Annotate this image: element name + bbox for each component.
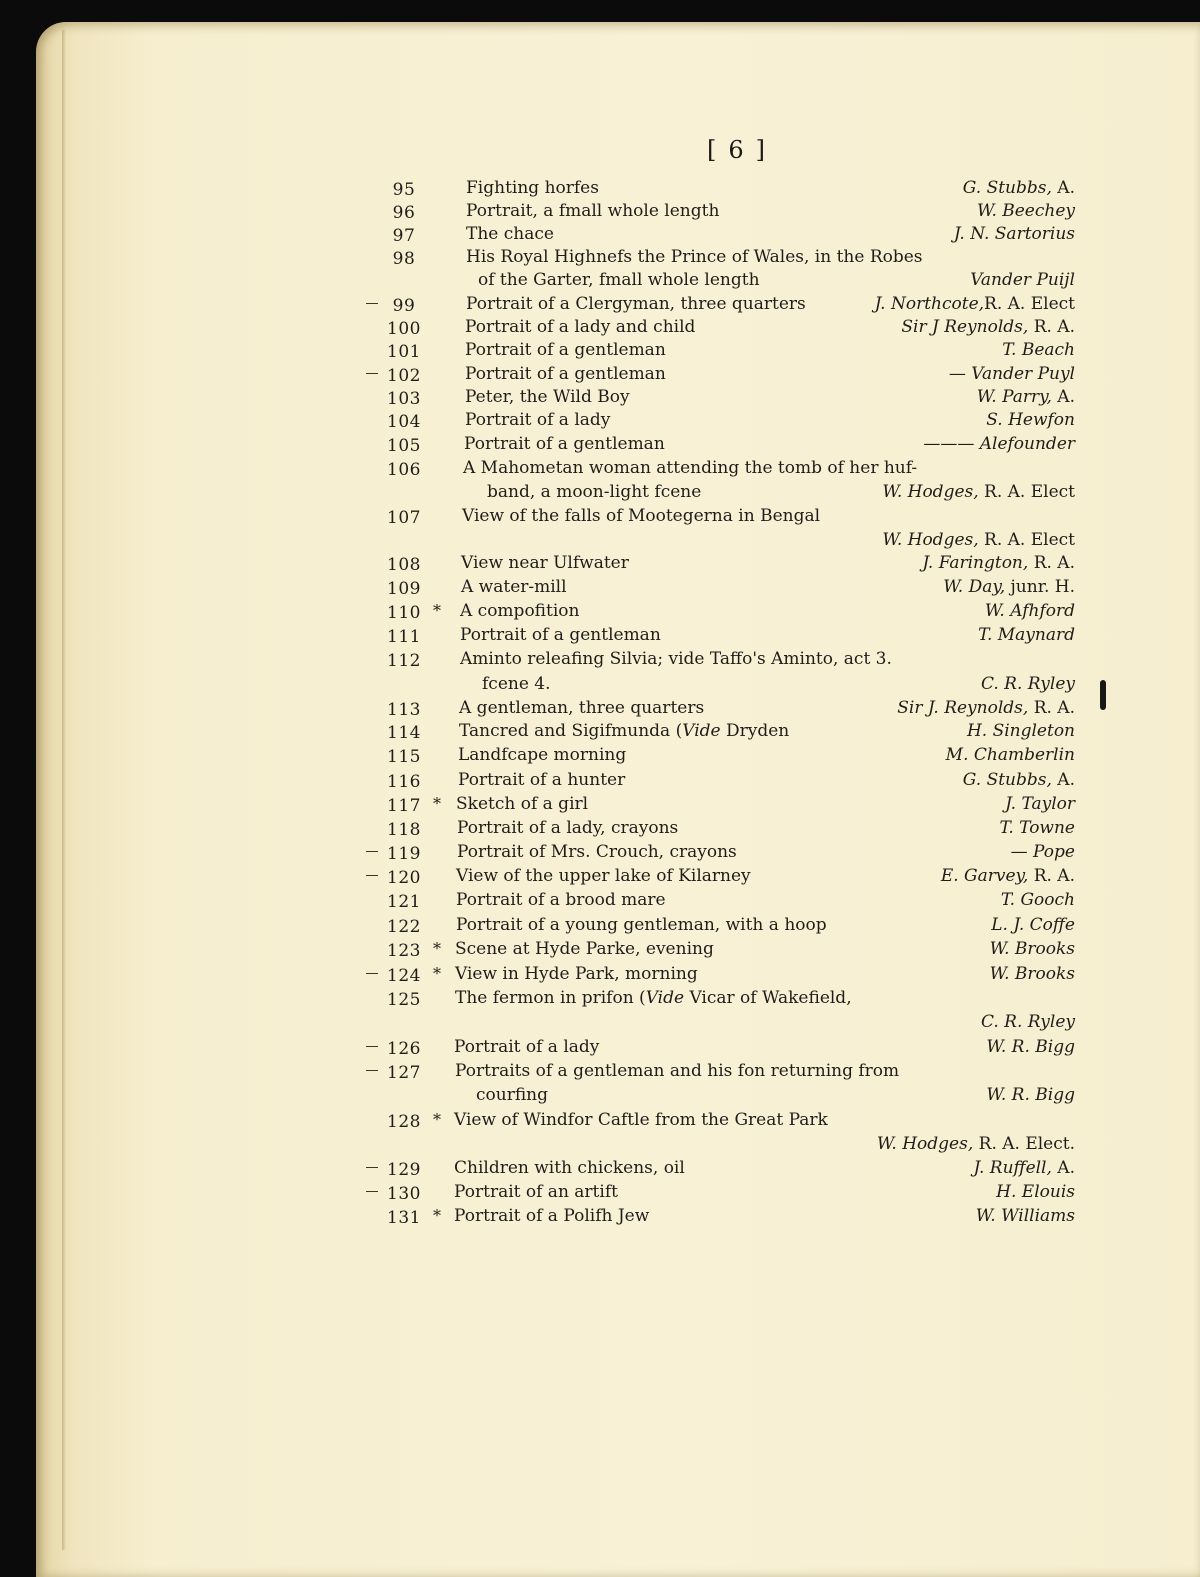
entry-artist <box>985 599 1075 623</box>
catalogue-entry <box>0 1204 1200 1228</box>
catalogue-entry <box>0 647 1200 671</box>
catalogue-entry <box>0 362 1200 386</box>
header-bracket-open: [ <box>706 136 717 164</box>
artist-name: ——— Alefounder <box>923 434 1075 454</box>
catalogue-entry <box>0 986 1200 1010</box>
entry-artist <box>963 768 1075 792</box>
artist-name: W. Brooks <box>989 964 1075 984</box>
catalogue-entry-continuation <box>0 672 1200 696</box>
artist-suffix: R. A. <box>1028 317 1075 337</box>
catalogue-entry <box>0 719 1200 743</box>
artist-name: E. Garvey, <box>940 866 1029 886</box>
catalogue-entry <box>0 385 1200 409</box>
catalogue-entry <box>0 504 1200 528</box>
catalogue-entry-continuation <box>0 1083 1200 1107</box>
entry-artist <box>875 292 1075 316</box>
entry-title-post: Dryden <box>720 721 790 741</box>
entry-title: Landfcape morning <box>458 745 627 765</box>
entry-number: 126 <box>387 1039 421 1059</box>
catalogue-entry <box>0 937 1200 961</box>
catalogue-entry <box>0 1156 1200 1180</box>
artist-name: Sir J Reynolds, <box>901 317 1029 337</box>
margin-dash <box>366 1167 378 1168</box>
entry-artist <box>882 480 1075 504</box>
entry-title: View in Hyde Park, morning <box>455 964 698 984</box>
margin-dash <box>366 1191 378 1192</box>
entry-title: View of the upper lake of Kilarney <box>456 866 751 886</box>
entry-artist <box>1005 792 1075 816</box>
artist-name: W. Hodges, <box>882 482 979 502</box>
artist-name: S. Hewfon <box>986 410 1075 430</box>
entry-title: Portrait of a lady <box>465 410 611 430</box>
entry-number: 95 <box>392 180 416 200</box>
entry-title: A water-mill <box>461 577 567 597</box>
header-bracket-close: ] <box>755 136 766 164</box>
entry-artist <box>973 1156 1075 1180</box>
artist-suffix: A. <box>1051 387 1075 407</box>
artist-name: W. R. Bigg <box>986 1085 1075 1105</box>
entry-title <box>459 719 789 743</box>
entry-artist <box>990 962 1075 986</box>
entry-number: 114 <box>387 723 421 743</box>
artist-name: W. Parry, <box>976 387 1052 407</box>
entry-title: Portrait of an artift <box>454 1182 618 1202</box>
entry-title <box>455 986 852 1010</box>
entry-title: Portrait of a hunter <box>458 770 626 790</box>
entry-title: Fighting horfes <box>466 178 599 198</box>
artist-suffix: R. A. <box>1028 866 1075 886</box>
catalogue-entry <box>0 338 1200 362</box>
catalogue-entry <box>0 315 1200 339</box>
entry-artist <box>946 743 1075 767</box>
catalogue-entry <box>0 1035 1200 1059</box>
entry-number: 131 <box>387 1208 421 1228</box>
entry-artist <box>996 1180 1075 1204</box>
entry-title: Portrait of a gentleman <box>465 340 666 360</box>
artist-name: — Pope <box>1010 842 1075 862</box>
entry-artist <box>923 432 1075 456</box>
entry-number: 96 <box>392 203 416 223</box>
entry-artist <box>986 1083 1075 1107</box>
artist-name: — Vander Puyl <box>948 364 1075 384</box>
artist-suffix: R. A. Elect. <box>973 1134 1075 1154</box>
artist-name: Sir J. Reynolds, <box>897 698 1029 718</box>
margin-dash <box>366 373 378 374</box>
entry-artist <box>977 199 1075 223</box>
entry-number: 100 <box>387 319 421 339</box>
entry-number: 109 <box>387 579 421 599</box>
artist-suffix: R. A. <box>1028 698 1075 718</box>
entry-title: Portrait of a Clergyman, three quarters <box>466 294 806 314</box>
entry-artist <box>976 1204 1075 1228</box>
entry-title: Portrait of a gentleman <box>465 364 666 384</box>
artist-name: J. Farington, <box>922 553 1029 573</box>
artist-name: J. N. Sartorius <box>953 224 1075 244</box>
catalogue-entry-artist-line <box>0 1010 1200 1034</box>
entry-title: A compofition <box>460 601 580 621</box>
margin-dash <box>366 851 378 852</box>
artist-name: M. Chamberlin <box>945 745 1075 765</box>
entry-artist <box>901 315 1075 339</box>
entry-title: Children with chickens, oil <box>454 1158 685 1178</box>
catalogue-entry <box>0 768 1200 792</box>
catalogue-entry <box>0 599 1200 623</box>
artist-name: L. J. Coffe <box>991 915 1075 935</box>
artist-suffix: A. <box>1051 178 1075 198</box>
artist-suffix: A. <box>1051 1158 1075 1178</box>
entry-number: 110 <box>387 603 421 623</box>
artist-name: G. Stubbs, <box>962 178 1052 198</box>
artist-name: T. Beach <box>1002 340 1075 360</box>
entry-title: The chace <box>466 224 554 244</box>
entry-title-vide: Vide <box>682 721 721 741</box>
entry-number: 127 <box>387 1063 421 1083</box>
catalogue-entry <box>0 292 1200 316</box>
entry-title-post: Vicar of Wakefield, <box>684 988 852 1008</box>
catalogue-entry-continuation <box>0 480 1200 504</box>
entry-number: 130 <box>387 1184 421 1204</box>
entry-asterisk: * <box>433 1110 441 1129</box>
artist-name: H. Elouis <box>996 1182 1075 1202</box>
catalogue-entry <box>0 913 1200 937</box>
catalogue-entry <box>0 551 1200 575</box>
entry-artist <box>954 222 1075 246</box>
entry-artist <box>978 623 1075 647</box>
artist-name: T. Maynard <box>978 625 1075 645</box>
entry-artist <box>949 362 1075 386</box>
entry-title: Portraits of a gentleman and his fon returning from <box>455 1061 900 1081</box>
entry-title: Scene at Hyde Parke, evening <box>455 939 714 959</box>
entry-asterisk: * <box>433 939 441 958</box>
entry-number: 103 <box>387 389 421 409</box>
entry-title: Peter, the Wild Boy <box>465 387 630 407</box>
artist-name: T. Towne <box>999 818 1075 838</box>
entry-artist <box>941 864 1075 888</box>
artist-suffix: R. A. <box>1028 553 1075 573</box>
catalogue-entry <box>0 199 1200 223</box>
artist-name: W. Williams <box>975 1206 1075 1226</box>
catalogue-entry-artist-line <box>0 1132 1200 1156</box>
entry-asterisk: * <box>433 794 441 813</box>
entry-artist <box>981 1010 1075 1034</box>
entry-asterisk: * <box>433 964 441 983</box>
artist-name: W. Hodges, <box>882 530 979 550</box>
entry-number: 116 <box>387 772 421 792</box>
artist-name: T. Gooch <box>1000 890 1075 910</box>
catalogue-entry <box>0 408 1200 432</box>
artist-name: W. Beechey <box>976 201 1075 221</box>
entry-number: 112 <box>387 651 421 671</box>
entry-title: Sketch of a girl <box>456 794 589 814</box>
entry-number: 111 <box>387 627 421 647</box>
artist-name: W. Brooks <box>989 939 1075 959</box>
artist-suffix: A. <box>1051 770 1075 790</box>
entry-number: 99 <box>392 296 416 316</box>
entry-title-pre: The fermon in prifon ( <box>455 988 646 1008</box>
entry-artist <box>882 528 1075 552</box>
artist-suffix: junr. H. <box>1005 577 1075 597</box>
entry-number: 120 <box>387 868 421 888</box>
entry-title: A gentleman, three quarters <box>459 698 705 718</box>
entry-number: 108 <box>387 555 421 575</box>
entry-artist <box>981 672 1075 696</box>
entry-artist <box>1001 888 1075 912</box>
catalogue-entry <box>0 816 1200 840</box>
catalogue-entry <box>0 840 1200 864</box>
entry-number: 122 <box>387 917 421 937</box>
catalogue-entry <box>0 864 1200 888</box>
entry-number: 97 <box>392 226 416 246</box>
entry-title: Portrait of a lady <box>454 1037 600 1057</box>
artist-name: Vander Puijl <box>970 270 1075 290</box>
entry-title: Portrait of a brood mare <box>456 890 666 910</box>
page-number: 6 <box>728 136 744 164</box>
catalogue-entry <box>0 456 1200 480</box>
entry-number: 129 <box>387 1160 421 1180</box>
artist-name: W. Afhford <box>984 601 1075 621</box>
entry-title-continuation: band, a moon-light fcene <box>487 482 702 502</box>
entry-artist <box>1011 840 1075 864</box>
entry-artist <box>967 719 1075 743</box>
entry-number: 106 <box>387 460 421 480</box>
entry-title: Portrait of Mrs. Crouch, crayons <box>457 842 737 862</box>
artist-name: G. Stubbs, <box>962 770 1052 790</box>
artist-name: W. Hodges, <box>876 1134 974 1154</box>
entry-number: 128 <box>387 1112 421 1132</box>
entry-title: Portrait of a lady and child <box>465 317 696 337</box>
artist-name: C. R. Ryley <box>980 674 1075 694</box>
entry-number: 98 <box>392 249 416 269</box>
entry-title-continuation: courfing <box>476 1085 549 1105</box>
entry-artist <box>986 1035 1075 1059</box>
entry-number: 121 <box>387 892 421 912</box>
entry-artist <box>963 176 1075 200</box>
entry-title-continuation: of the Garter, fmall whole length <box>478 270 760 290</box>
entry-title-pre: Tancred and Sigifmunda ( <box>459 721 683 741</box>
artist-name: H. Singleton <box>966 721 1075 741</box>
entry-number: 119 <box>387 844 421 864</box>
entry-artist <box>977 385 1075 409</box>
catalogue-entry <box>0 176 1200 200</box>
catalogue-entry <box>0 696 1200 720</box>
entry-title-vide: Vide <box>645 988 685 1008</box>
entry-artist <box>991 913 1075 937</box>
catalogue-entry <box>0 623 1200 647</box>
entry-number: 118 <box>387 820 421 840</box>
artist-name: J. Northcote, <box>874 294 985 314</box>
entry-title: Aminto releafing Silvia; vide Taffo's Aminto, act 3. <box>460 649 892 669</box>
artist-name: W. Day, <box>943 577 1006 597</box>
margin-dash <box>366 973 378 974</box>
margin-dash <box>366 303 378 304</box>
entry-title: Portrait of a gentleman <box>460 625 661 645</box>
entry-title: View of Windfor Caftle from the Great Park <box>454 1110 828 1130</box>
entry-title: Portrait of a lady, crayons <box>457 818 679 838</box>
entry-number: 113 <box>387 700 421 720</box>
entry-artist <box>970 268 1075 292</box>
entry-asterisk: * <box>433 1206 441 1225</box>
catalogue-entry <box>0 743 1200 767</box>
entry-title-continuation: fcene 4. <box>482 674 551 694</box>
entry-number: 124 <box>387 966 421 986</box>
artist-suffix: R. A. Elect <box>978 530 1075 550</box>
catalogue-entry <box>0 245 1200 269</box>
catalogue-entry <box>0 432 1200 456</box>
entry-title: His Royal Highnefs the Prince of Wales, in the Robes <box>466 247 923 267</box>
margin-dash <box>366 875 378 876</box>
entry-title: Portrait of a Polifh Jew <box>454 1206 650 1226</box>
artist-name: J. Taylor <box>1005 794 1075 814</box>
catalogue-entry <box>0 1108 1200 1132</box>
catalogue-entry <box>0 888 1200 912</box>
entry-asterisk: * <box>433 601 441 620</box>
entry-number: 107 <box>387 508 421 528</box>
entry-number: 101 <box>387 342 421 362</box>
entry-number: 102 <box>387 366 421 386</box>
entry-title: View near Ulfwater <box>461 553 629 573</box>
entry-number: 104 <box>387 412 421 432</box>
entry-artist <box>1002 338 1075 362</box>
catalogue-entry <box>0 222 1200 246</box>
catalogue-entry <box>0 1180 1200 1204</box>
margin-dash <box>366 1046 378 1047</box>
entry-number: 125 <box>387 990 421 1010</box>
entry-number: 115 <box>387 747 421 767</box>
entry-title: View of the falls of Mootegerna in Bengal <box>462 506 821 526</box>
entry-number: 117 <box>387 796 421 816</box>
artist-suffix: R. A. Elect <box>978 482 1075 502</box>
entry-title: Portrait, a fmall whole length <box>466 201 720 221</box>
artist-name: J. Ruffell, <box>973 1158 1052 1178</box>
catalogue-entry <box>0 962 1200 986</box>
entry-title: Portrait of a young gentleman, with a hoop <box>456 915 827 935</box>
catalogue-entry-artist-line <box>0 528 1200 552</box>
catalogue-entry <box>0 792 1200 816</box>
entry-title: Portrait of a gentleman <box>464 434 665 454</box>
entry-artist <box>990 937 1075 961</box>
margin-dash <box>366 1070 378 1071</box>
page-header <box>686 130 786 170</box>
entry-artist <box>986 408 1075 432</box>
artist-name: C. R. Ryley <box>980 1012 1075 1032</box>
entry-title: A Mahometan woman attending the tomb of her huf- <box>463 458 918 478</box>
entry-artist <box>922 551 1075 575</box>
catalogue-entry <box>0 1059 1200 1083</box>
artist-suffix: R. A. Elect <box>984 294 1075 314</box>
entry-artist <box>1000 816 1075 840</box>
entry-artist <box>877 1132 1075 1156</box>
entry-number: 105 <box>387 436 421 456</box>
entry-number: 123 <box>387 941 421 961</box>
entry-artist <box>943 575 1075 599</box>
entry-artist <box>897 696 1075 720</box>
artist-name: W. R. Bigg <box>986 1037 1075 1057</box>
catalogue-entry <box>0 575 1200 599</box>
catalogue-entry-continuation <box>0 268 1200 292</box>
